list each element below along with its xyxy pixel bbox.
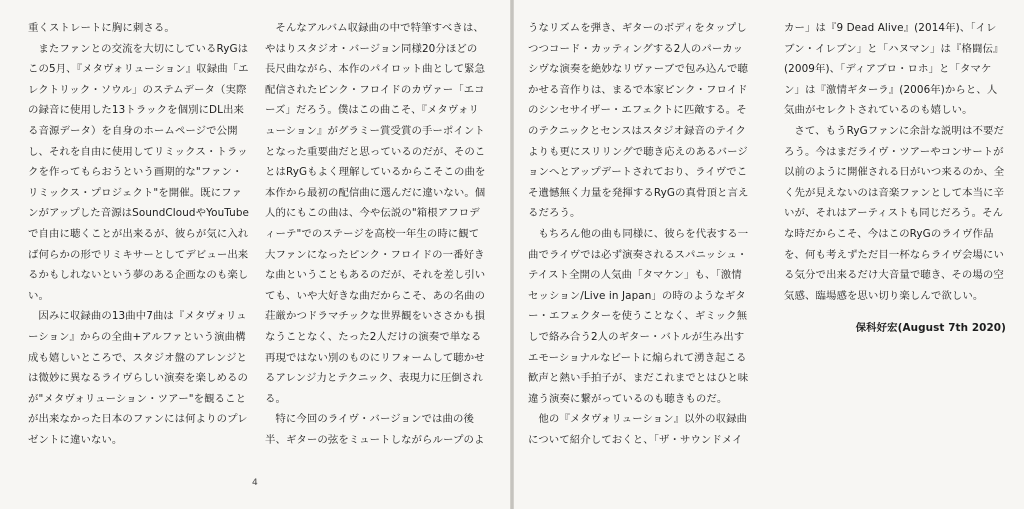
right-page bbox=[514, 0, 1024, 509]
paragraph: 重くストレートに胸に刺さる。 bbox=[28, 22, 175, 34]
paragraph: またファンとの交流を大切にしているRyGはこの5月、『メタヴォリューション』収録曲「エレクトリック・ソウル」のステムデータ（実際の録音に使用した13トラックを個別にDL出来る音源データ）を自身のホームページで公開し、それを自由に使用してリミックス・トラックを作ってもらおうという画期的な"ファン・リミックス・プロジェクト"を開催。既にファンがアップした音源はSoundCloudやYouTubeで自由に聴くことが出来るが、彼らが気に入れば何らかの形でリミキサーとしてデビュー出来るかもしれないという夢のある企画なのも楽しい。 bbox=[28, 42, 250, 302]
author-signature: 保科好宏(August 7th 2020) bbox=[855, 322, 1006, 335]
paragraph: 因みに収録曲の13曲中7曲は『メタヴォリューション』からの全曲+アルファという演曲構成も嬉しいところで、スタジオ盤のアレンジとは微妙に異なるライヴらしい演奏を楽しめるのが"メタヴォリューション・ツアー"を観ることが出来なかった日本のファンには何よりのプレゼントに違いない。 bbox=[28, 310, 248, 446]
paragraph: そんなアルバム収録曲の中で特筆すべきは、やはりスタジオ・バージョン同様20分ほどの長尺曲ながら、本作のパイロット曲として緊急配信されたピンク・フロイドのカヴァー「エコーズ」だろう。僕はこの曲こそ、『メタヴォリューション』がグラミー賞受賞の手ーポイントとなった重要曲だと思っているのだが、そのことはRyGもよく理解しているからこそこの曲を本作から最初の配信曲に選んだに違いない。個人的にもこの曲は、今や伝説の"箱根アフロディーテ"でのステージを高校一年生の時に観て大ファンになったピンク・フロイドの一番好きな曲ということもあるのだが、それを差し引いても、いや大好きな曲だからこそ、あの名曲の荘厳かつドラマチックな世界観をいささかも損なうことなく、たった2人だけの演奏で単なる再現ではない別のものにリフォームして聴かせるアレンジ力とテクニック、表現力に圧倒される。 bbox=[265, 22, 486, 405]
paragraph: 特に今回のライヴ・バージョンでは曲の後半、ギターの弦をミュートしながらループのよ bbox=[265, 413, 485, 446]
left-page bbox=[0, 0, 510, 509]
right-column-1 bbox=[528, 18, 750, 450]
paragraph: うなリズムを弾き、ギターのボディをタップしつつコード・カッティングする2人のパーカッシヴな演奏を絶妙なリヴァーブで包み込んで聴かせる音作りは、まるで本家ピンク・フロイドのシンセサイザー・エフェクトに匹敵する。そのテクニックとセンスはスタジオ録音のテイクよりも更にスリリングで聴き応えのあるバージョンへとアップデートされており、ライヴでこそ遺憾無く力量を発揮するRyGの真骨頂と言えるだろう。 bbox=[528, 22, 749, 220]
paragraph: もちろん他の曲も同様に、彼らを代表する一曲でライヴでは必ず演奏されるスパニッシュ・テイスト全開の人気曲「タマケン」も、「激情セッション/Live in Japan」の時のようなギター・エフェクターを使うことなく、ギミック無しで絡み合う2人のギター・バトルが生み出すエモーショナルなビートに煽られて湧き起こる歓声と熱い手拍子が、まだこれまでとはひと味違う演奏に繋がっているのも聴きものだ。 bbox=[528, 227, 749, 405]
right-column-2 bbox=[784, 18, 1006, 339]
left-column-1 bbox=[28, 18, 250, 450]
page-number: 4 bbox=[252, 478, 258, 488]
paragraph: さて、もうRyGファンに余計な説明は不要だろう。今はまだライヴ・ツアーやコンサートが以前のように開催される日がいつ来るのか、全く先が見えないのは音楽ファンとして本当に辛いが、それはアーティストも同じだろう。そんな時だからこそ、今はこのRyGのライヴ作品を、何も考えずただ目一杯ならライヴ会場にいる気分で出来るだけ大音量で聴き、その場の空気感、臨場感を思い切り楽しんで欲しい。 bbox=[784, 124, 1005, 302]
paragraph: 他の『メタヴォリューション』以外の収録曲について紹介しておくと、「ザ・サウンドメイ bbox=[528, 413, 748, 446]
left-column-2 bbox=[265, 18, 487, 450]
paragraph: カー」は『9 Dead Alive』(2014年)、「イレブン・イレブン」と「ハヌマン」は『格闘伝』(2009年)、「ディアブロ・ロホ」と「タマケン」は『激情ギターラ』(2006年)からと、人気曲がセレクトされているのも嬉しい。 bbox=[784, 22, 1004, 117]
